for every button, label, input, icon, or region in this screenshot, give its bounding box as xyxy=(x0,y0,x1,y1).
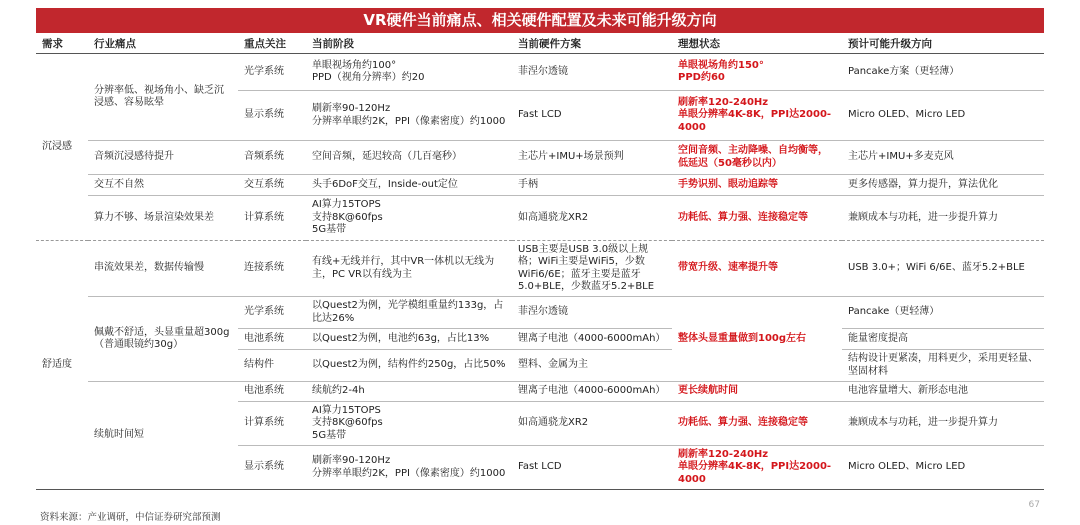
ideal-cell: 带宽升级、速率提升等 xyxy=(672,241,842,297)
current-cell: 续航约2-4h xyxy=(306,382,512,402)
ideal-cell: 更长续航时间 xyxy=(672,382,842,402)
current-cell: 以Quest2为例，光学模组重量约133g，占比达26% xyxy=(306,297,512,329)
current-cell: 空间音频，延迟较高（几百毫秒） xyxy=(306,141,512,175)
pain-cell: 串流效果差，数据传输慢 xyxy=(88,241,238,297)
header-solution: 当前硬件方案 xyxy=(512,35,672,54)
upgrade-cell: Micro OLED、Micro LED xyxy=(842,91,1044,141)
need-cell: 沉浸感 xyxy=(36,54,88,241)
current-cell: 有线+无线并行，其中VR一体机以无线为主，PC VR以有线为主 xyxy=(306,241,512,297)
pain-cell: 分辨率低、视场角小、缺乏沉浸感、容易眩晕 xyxy=(88,54,238,141)
current-cell: 以Quest2为例，结构件约250g，占比50% xyxy=(306,350,512,382)
table-row xyxy=(36,196,1044,241)
current-cell: 刷新率90-120Hz 分辨率单眼约2K，PPI（像素密度）约1000 xyxy=(306,446,512,490)
solution-cell: Fast LCD xyxy=(512,91,672,141)
focus-cell: 电池系统 xyxy=(238,329,306,350)
current-cell: 头手6DoF交互，Inside-out定位 xyxy=(306,175,512,196)
header-current: 当前阶段 xyxy=(306,35,512,54)
solution-cell: 菲涅尔透镜 xyxy=(512,54,672,91)
ideal-cell: 单眼视场角约150° PPD约60 xyxy=(672,54,842,91)
table-row xyxy=(36,54,1044,91)
upgrade-cell: 结构设计更紧凑，用料更少，采用更轻量、坚固材料 xyxy=(842,350,1044,382)
upgrade-cell: Pancake方案（更轻薄） xyxy=(842,54,1044,91)
pain-cell: 佩戴不舒适，头显重量超300g（普通眼镜约30g） xyxy=(88,297,238,382)
focus-cell: 结构件 xyxy=(238,350,306,382)
table-header-row xyxy=(36,35,1044,54)
current-cell: AI算力15TOPS 支持8K@60fps 5G基带 xyxy=(306,402,512,446)
solution-cell: 菲涅尔透镜 xyxy=(512,297,672,329)
ideal-cell: 功耗低、算力强、连接稳定等 xyxy=(672,196,842,241)
focus-cell: 显示系统 xyxy=(238,446,306,490)
solution-cell: USB主要是USB 3.0级以上规格；WiFi主要是WiFi5，少数WiFi6/6E；蓝牙主要是蓝牙5.0+BLE，少数蓝牙5.2+BLE xyxy=(512,241,672,297)
upgrade-cell: 兼顾成本与功耗，进一步提升算力 xyxy=(842,196,1044,241)
solution-cell: 如高通骁龙XR2 xyxy=(512,402,672,446)
ideal-cell: 刷新率120-240Hz 单眼分辨率4K-8K，PPI达2000-4000 xyxy=(672,91,842,141)
table-row xyxy=(36,241,1044,297)
source-note: 资料来源：产业调研，中信证券研究部预测 xyxy=(40,512,221,523)
focus-cell: 音频系统 xyxy=(238,141,306,175)
focus-cell: 光学系统 xyxy=(238,54,306,91)
page-number: 67 xyxy=(1028,500,1040,510)
solution-cell: 手柄 xyxy=(512,175,672,196)
table-row xyxy=(36,175,1044,196)
current-cell: 单眼视场角约100° PPD（视角分辨率）约20 xyxy=(306,54,512,91)
solution-cell: 如高通骁龙XR2 xyxy=(512,196,672,241)
ideal-cell: 空间音频、主动降噪、自均衡等，低延迟（50毫秒以内） xyxy=(672,141,842,175)
header-pain: 行业痛点 xyxy=(88,35,238,54)
solution-cell: Fast LCD xyxy=(512,446,672,490)
upgrade-cell: Pancake（更轻薄） xyxy=(842,297,1044,329)
focus-cell: 显示系统 xyxy=(238,91,306,141)
header-need: 需求 xyxy=(36,35,88,54)
pain-cell: 交互不自然 xyxy=(88,175,238,196)
header-ideal: 理想状态 xyxy=(672,35,842,54)
table-row xyxy=(36,141,1044,175)
solution-cell: 锂离子电池（4000-6000mAh） xyxy=(512,382,672,402)
upgrade-cell: 更多传感器，算力提升，算法优化 xyxy=(842,175,1044,196)
ideal-cell: 手势识别、眼动追踪等 xyxy=(672,175,842,196)
focus-cell: 连接系统 xyxy=(238,241,306,297)
current-cell: 以Quest2为例，电池约63g，占比13% xyxy=(306,329,512,350)
upgrade-cell: Micro OLED、Micro LED xyxy=(842,446,1044,490)
solution-cell: 锂离子电池（4000-6000mAh） xyxy=(512,329,672,350)
pain-cell: 算力不够、场景渲染效果差 xyxy=(88,196,238,241)
ideal-cell: 刷新率120-240Hz 单眼分辨率4K-8K，PPI达2000-4000 xyxy=(672,446,842,490)
ideal-cell: 功耗低、算力强、连接稳定等 xyxy=(672,402,842,446)
focus-cell: 计算系统 xyxy=(238,402,306,446)
upgrade-cell: 主芯片+IMU+多麦克风 xyxy=(842,141,1044,175)
upgrade-cell: 兼顾成本与功耗，进一步提升算力 xyxy=(842,402,1044,446)
header-upgrade: 预计可能升级方向 xyxy=(842,35,1044,54)
upgrade-cell: 电池容量增大、新形态电池 xyxy=(842,382,1044,402)
solution-cell: 主芯片+IMU+场景预判 xyxy=(512,141,672,175)
page-title: VR硬件当前痛点、相关硬件配置及未来可能升级方向 xyxy=(36,8,1044,33)
current-cell: 刷新率90-120Hz 分辨率单眼约2K，PPI（像素密度）约1000 xyxy=(306,91,512,141)
vr-hardware-table xyxy=(36,35,1044,490)
pain-cell: 音频沉浸感待提升 xyxy=(88,141,238,175)
pain-cell: 续航时间短 xyxy=(88,382,238,490)
current-cell: AI算力15TOPS 支持8K@60fps 5G基带 xyxy=(306,196,512,241)
upgrade-cell: 能量密度提高 xyxy=(842,329,1044,350)
focus-cell: 交互系统 xyxy=(238,175,306,196)
need-cell: 舒适度 xyxy=(36,241,88,490)
focus-cell: 计算系统 xyxy=(238,196,306,241)
table-row xyxy=(36,382,1044,402)
header-focus: 重点关注 xyxy=(238,35,306,54)
upgrade-cell: USB 3.0+；WiFi 6/6E、蓝牙5.2+BLE xyxy=(842,241,1044,297)
solution-cell: 塑料、金属为主 xyxy=(512,350,672,382)
focus-cell: 电池系统 xyxy=(238,382,306,402)
focus-cell: 光学系统 xyxy=(238,297,306,329)
table-row xyxy=(36,297,1044,329)
ideal-cell: 整体头显重量做到100g左右 xyxy=(672,297,842,382)
